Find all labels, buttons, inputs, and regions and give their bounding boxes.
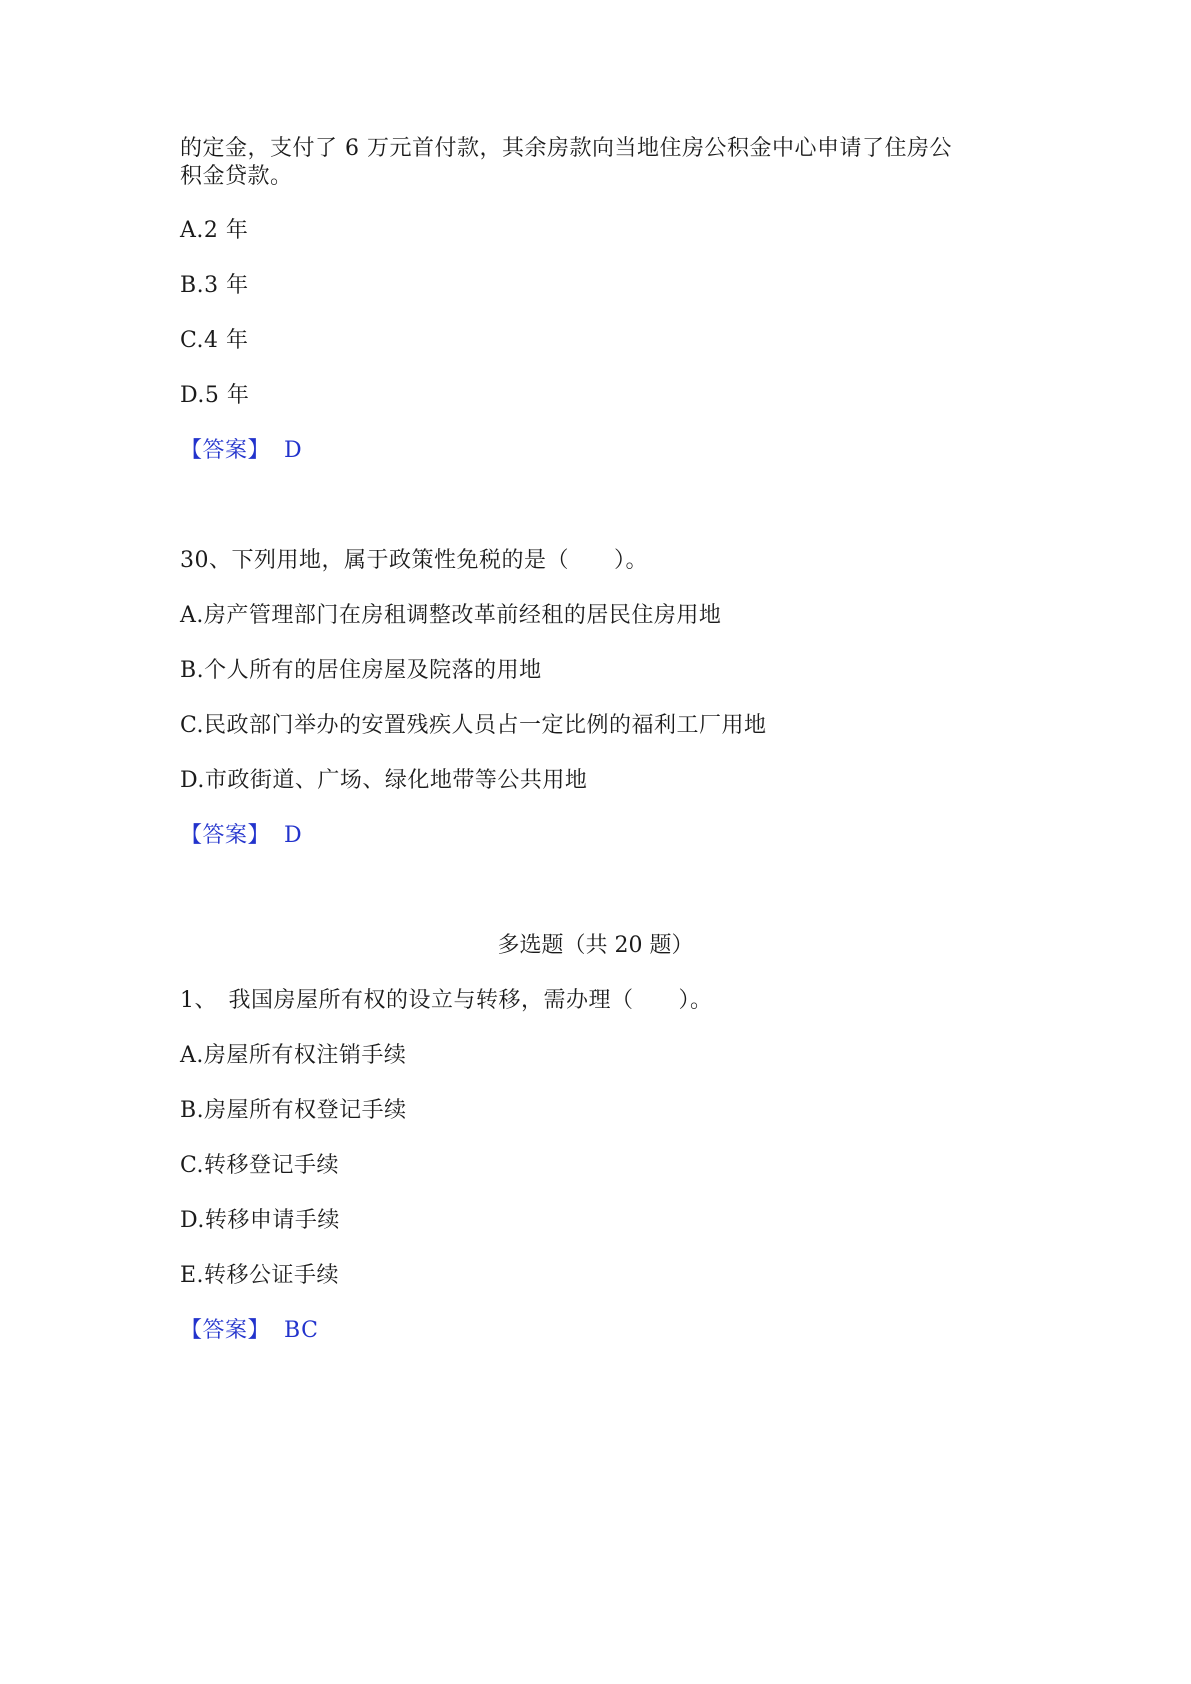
option-b: B.3 年 [180,273,249,298]
question-stem-line: 的定金，支付了 6 万元首付款，其余房款向当地住房公积金中心申请了住房公 [180,136,952,161]
option-c: C.4 年 [180,328,249,353]
answer-value: D [284,823,303,848]
question-stem-line: 积金贷款。 [180,164,293,189]
answer-value: BC [284,1318,319,1343]
option-c: C.民政部门举办的安置残疾人员占一定比例的福利工厂用地 [180,713,767,738]
question-stem: 1、 我国房屋所有权的设立与转移，需办理（ ）。 [180,988,713,1013]
answer-value: D [284,438,303,463]
option-a: A.2 年 [180,218,249,243]
answer-label: 【答案】 [180,823,271,848]
answer-line [180,821,302,851]
answer-label: 【答案】 [180,1318,271,1343]
option-c: C.转移登记手续 [180,1153,340,1178]
option-d: D.市政街道、广场、绿化地带等公共用地 [180,768,588,793]
answer-line [180,436,302,466]
question-stem: 30、下列用地，属于政策性免税的是（ ）。 [180,548,648,573]
option-d: D.转移申请手续 [180,1208,340,1233]
option-a: A.房产管理部门在房租调整改革前经租的居民住房用地 [180,603,722,628]
option-d: D.5 年 [180,383,250,408]
answer-line [180,1316,318,1346]
option-b: B.房屋所有权登记手续 [180,1098,407,1123]
option-b: B.个人所有的居住房屋及院落的用地 [180,658,542,683]
answer-label: 【答案】 [180,438,271,463]
option-a: A.房屋所有权注销手续 [180,1043,407,1068]
option-e: E.转移公证手续 [180,1263,340,1288]
section-title: 多选题（共 20 题） [497,933,694,958]
